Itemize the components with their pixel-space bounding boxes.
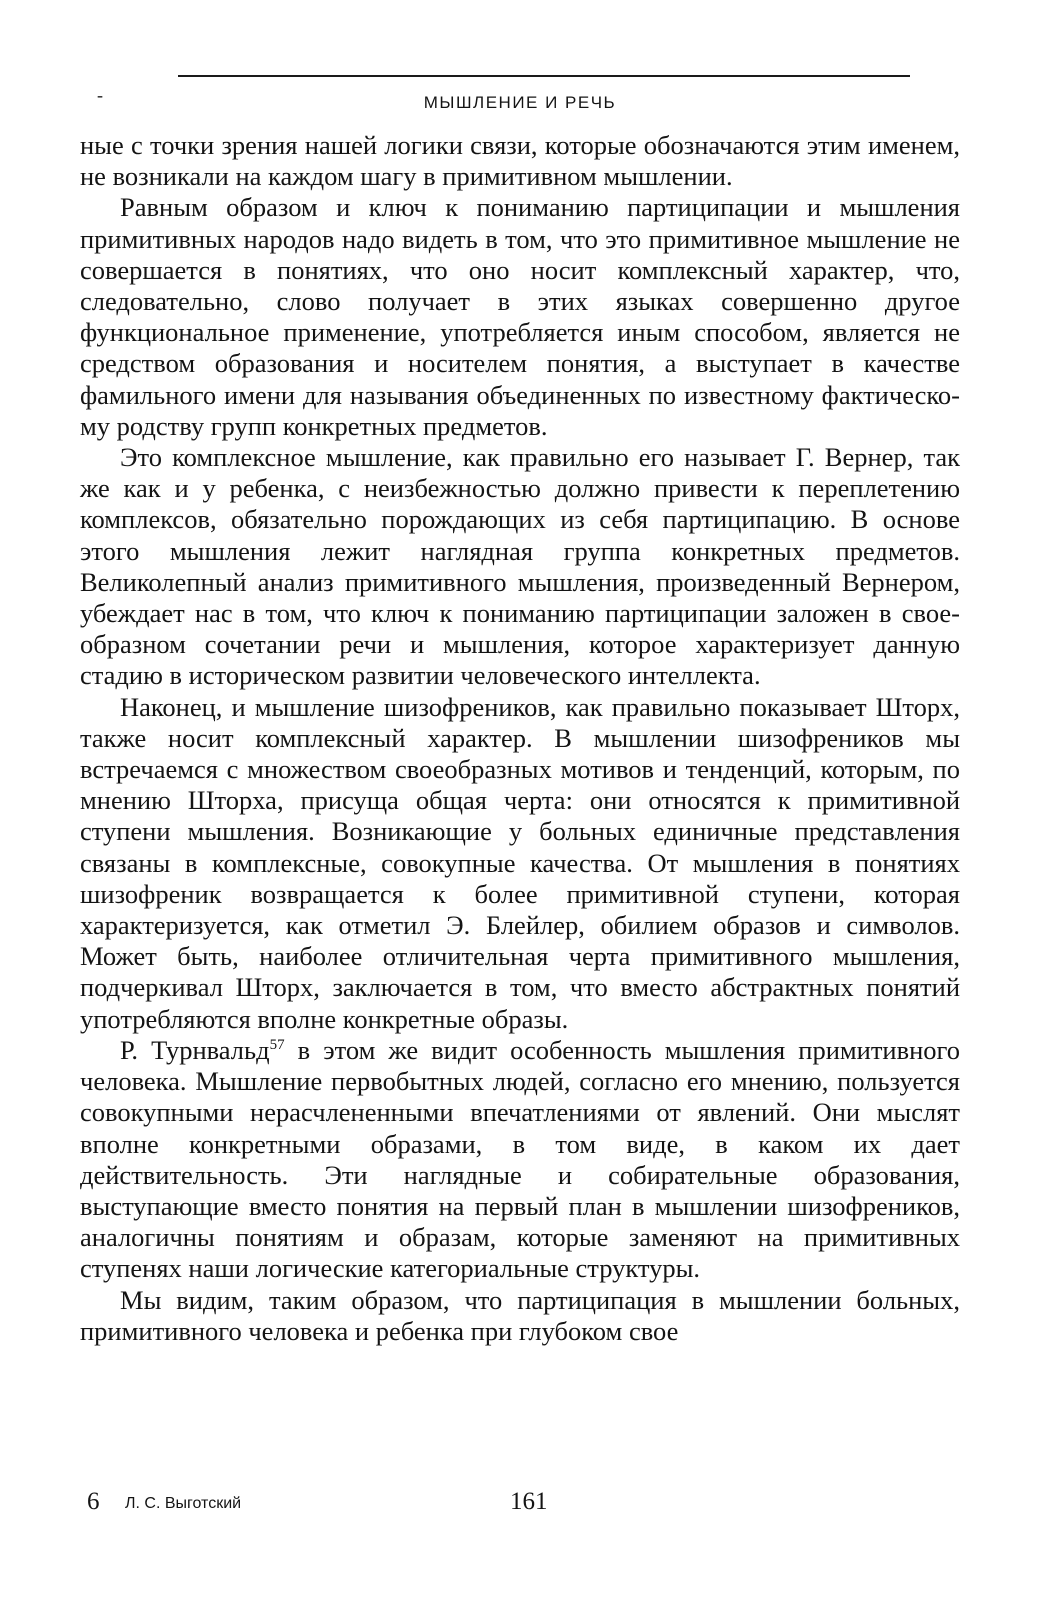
paragraph-continuation: ные с точки зрения нашей логики связи, которые обозначаются этим именем, не возникали на каждом шагу в примитивном мышлении. bbox=[80, 130, 960, 192]
signature-number: 6 bbox=[87, 1488, 100, 1515]
paragraph: Равным образом и ключ к пониманию партиципации и мышления примитивных народов надо видеть в том, что это примитивное мышление не совершается в понятиях, что оно носит комплексный характер, что, следовательно, слово получает в этих языках совершенно другое функциональное применение, употребляется иным способом, является не средством образования и носителем понятия, а выступает в качестве фамильного имени для называния объединенных по известному фактическому родству групп конкретных предметов. bbox=[80, 192, 960, 441]
paragraph: Это комплексное мышление, как правильно его называет Г. Вернер, так же как и у ребенка, с неизбежностью должно привести к переплетению комплексов, обязательно порождающих из себя партиципацию. В основе этого мышления лежит наглядная группа конкретных предметов. Великолепный анализ примитивного мышления, произведенный Вернером, убеждает нас в том, что ключ к пониманию партиципации заложен в своеобразном сочетании речи и мышления, которое характеризует данную стадию в историческом развитии человеческого интеллекта. bbox=[80, 442, 960, 691]
paragraph-text-after-footnote: в этом же видит особенность мышления примитивного человека. Мышление первобытных людей, согласно его мнению, пользуется совокупными нерасчлененными впечатлениями от явлений. Они мыслят вполне конкретными образами, в том виде, в каком их дает действительность. Эти наглядные и собирательные образования, выступающие вместо понятия на первый план в мышлении шизофреников, аналогичны понятиям и образам, которые заменяют на примитивных ступенях наши логические категориальные структуры. bbox=[80, 1034, 960, 1284]
paragraph: Наконец, и мышление шизофреников, как правильно показывает Шторх, также носит комплексный характер. В мышлении шизофреников мы встречаемся с множеством своеобразных мотивов и тенденций, которым, по мнению Шторха, присуща общая черта: они относятся к примитивной ступени мышления. Возникающие у больных единичные представления связаны в комплексные, совокупные качества. От мышления в понятиях шизофреник возвращается к более примитивной ступени, которая характеризуется, как отметил Э. Блейлер, обилием образов и символов. Может быть, наиболее отличительная черта примитивного мышления, подчеркивал Шторх, заключается в том, что вместо абстрактных понятий употребляются вполне конкретные образы. bbox=[80, 691, 960, 1034]
header-mark: - bbox=[97, 85, 103, 105]
header-rule bbox=[178, 75, 910, 77]
signature-author: Л. С. Выготский bbox=[125, 1495, 242, 1512]
page-number: 161 bbox=[510, 1488, 548, 1515]
footnote-reference: 57 bbox=[269, 1037, 285, 1054]
paragraph-last: Мы видим, таким образом, что партиципация в мышлении больных, примитивного человека и ребенка при глубоком свое bbox=[80, 1284, 960, 1346]
book-page bbox=[80, 0, 960, 1600]
running-head: МЫШЛЕНИЕ И РЕЧЬ bbox=[423, 93, 617, 112]
page-footer bbox=[80, 1488, 960, 1518]
body-text bbox=[80, 130, 960, 1347]
paragraph-text-before-footnote: Р. Турнвальд bbox=[120, 1034, 270, 1065]
paragraph-with-footnote bbox=[80, 1035, 960, 1285]
